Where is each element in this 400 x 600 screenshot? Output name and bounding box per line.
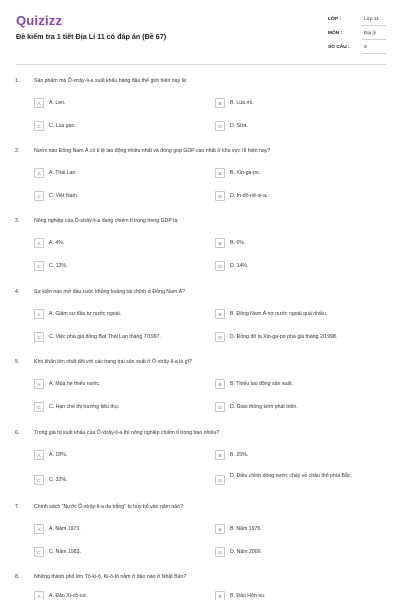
option-badge: D	[215, 475, 225, 485]
option-text: B. Đông Nam Á nợ nước ngoài quá nhiều.	[230, 310, 328, 317]
option-text: B. Thiếu lao động sản xuất.	[230, 380, 294, 387]
option-badge: B	[215, 98, 225, 108]
question-number: 2.	[15, 148, 20, 154]
option-text: D. Giao thông kém phát triển.	[230, 403, 298, 410]
option-badge: A	[34, 524, 44, 534]
count-value: 8	[364, 45, 367, 50]
question-text: Nước nào Đông Nam Á có tỉ lệ lao động nhiều nhất và đóng góp GDP cao nhất ở khu vực III hiện nay?	[34, 148, 271, 154]
option-badge: A	[34, 379, 44, 389]
worksheet-header	[0, 0, 400, 62]
option-badge: D	[215, 121, 225, 131]
class-value: Lớp 11	[364, 17, 379, 22]
option-badge: B	[215, 524, 225, 534]
question-text: Sự kiện nào mở đầu cuộc khủng hoảng tài chính ở Đông Nam Á?	[34, 289, 186, 295]
option-badge: D	[215, 332, 225, 342]
option-text: D. 14%.	[230, 262, 249, 269]
count-underline	[362, 53, 386, 54]
option-text: D. Điều chỉnh dòng nước chảy về châu thổ phía Bắc.	[230, 473, 352, 479]
option-badge: C	[34, 475, 44, 485]
question-number: 1.	[15, 78, 20, 84]
page-title: Đề kiểm tra 1 tiết Địa Lí 11 có đáp án (Đề 67)	[16, 32, 167, 41]
option-badge: A	[34, 98, 44, 108]
option-text: A. Thái Lan.	[49, 169, 77, 176]
option-text: D. Đồng đô la Xin-ga-po phá giá tháng 2/1998.	[230, 333, 338, 340]
question-text: Những thành phố lớn Tô-ki-ô, Ki-ô-tô nằm ở đảo nào ở Nhật Bản?	[34, 574, 187, 580]
option-badge: B	[215, 379, 225, 389]
option-text: C. 12%.	[49, 262, 68, 269]
question-number: 7.	[15, 504, 20, 510]
option-text: C. 32%.	[49, 476, 68, 483]
option-badge: A	[34, 168, 44, 178]
option-badge: C	[34, 191, 44, 201]
question-text: Khó khăn lớn nhất đối với các trang trại sản xuất ở Ô-xtrây-li-a là gì?	[34, 359, 192, 365]
option-badge: A	[34, 238, 44, 248]
subject-underline	[362, 39, 386, 40]
option-badge: A	[34, 450, 44, 460]
option-badge: D	[215, 547, 225, 557]
option-badge: C	[34, 332, 44, 342]
option-badge: B	[215, 591, 225, 600]
option-text: A. Giảm sự đầu tư nước ngoài.	[49, 310, 122, 317]
question-number: 3.	[15, 218, 20, 224]
question-text: Nông nghiệp của Ô-xtrây-li-a đang chiếm tỉ trọng trong GDP là:	[34, 218, 179, 224]
option-badge: C	[34, 261, 44, 271]
subject-value: Địa lý	[364, 31, 376, 36]
option-badge: C	[34, 121, 44, 131]
option-text: C. Việt Nam.	[49, 192, 79, 199]
option-badge: B	[215, 168, 225, 178]
option-text: A. Đảo Xi-cô-cư.	[49, 592, 88, 599]
question-text: Chính sách "Nước Ô-xtrây-li-a da trắng" bị hủy bỏ vào năm nào?	[34, 504, 183, 510]
option-badge: D	[215, 402, 225, 412]
option-text: A. Mùa hè thiếu nước.	[49, 380, 101, 387]
subject-label: MÔN :	[328, 31, 343, 36]
header-divider	[16, 64, 386, 65]
option-text: D. Năm 2000.	[230, 548, 263, 555]
option-text: B. Đảo Hôn-su.	[230, 592, 266, 599]
option-text: A. Năm 1973.	[49, 525, 81, 532]
question-number: 6.	[15, 430, 20, 436]
option-badge: B	[215, 309, 225, 319]
option-text: B. Lúa mì.	[230, 99, 254, 106]
option-text: A. 18%.	[49, 451, 68, 458]
option-text: B. Xin-ga-po.	[230, 169, 261, 176]
question-text: Trong giá trị xuất khẩu của Ô-xtrây-li-a thì nông nghiệp chiếm tỉ trọng bao nhiêu?	[34, 430, 220, 436]
class-underline	[362, 25, 386, 26]
option-badge: D	[215, 261, 225, 271]
option-text: C. Lúa gạo.	[49, 122, 76, 129]
option-text: D. In-đô-nê-xi-a.	[230, 192, 268, 199]
option-badge: A	[34, 591, 44, 600]
question-number: 8.	[15, 574, 20, 580]
option-text: C. Hạn chế thị trường tiêu thụ.	[49, 403, 120, 410]
option-badge: A	[34, 309, 44, 319]
option-text: C. Năm 1983.	[49, 548, 82, 555]
option-badge: B	[215, 238, 225, 248]
option-text: B. Năm 1975.	[230, 525, 262, 532]
option-text: C. Việc phá giá đồng Bạt Thái Lan tháng 7/1997.	[49, 333, 162, 340]
option-badge: C	[34, 547, 44, 557]
option-text: B. 25%.	[230, 451, 249, 458]
option-text: A. 4%.	[49, 239, 65, 246]
class-label: LỚP :	[328, 17, 342, 22]
option-badge: D	[215, 191, 225, 201]
option-text: B. 6%.	[230, 239, 246, 246]
question-number: 5.	[15, 359, 20, 365]
count-label: SỐ CÂU :	[328, 45, 350, 50]
option-text: D. Sữa.	[230, 122, 248, 129]
option-badge: B	[215, 450, 225, 460]
option-badge: C	[34, 402, 44, 412]
quizizz-logo[interactable]: Quizizz	[16, 13, 63, 28]
question-text: Sản phẩm mà Ô-xtrây-li-a xuất khẩu hàng đầu thế giới hiện nay là:	[34, 78, 188, 84]
option-text: A. Len.	[49, 99, 66, 106]
question-number: 4.	[15, 289, 20, 295]
